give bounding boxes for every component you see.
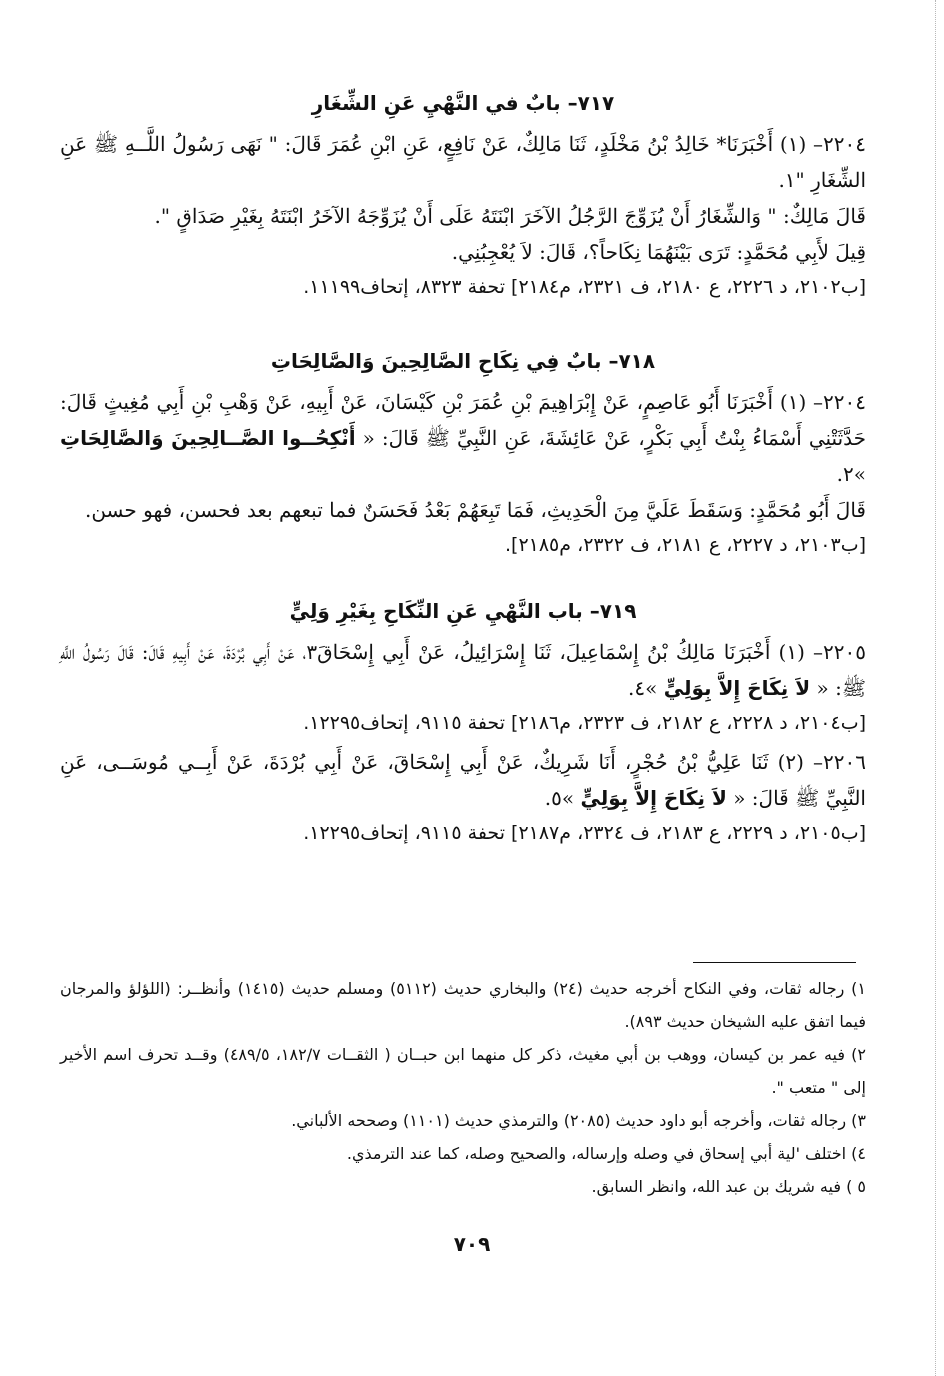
section-title: ٧١٧– بابٌ في النَّهْيِ عَنِ الشِّغَارِ — [311, 91, 615, 115]
hadith-text: ٢٢٠٤– (١) أَخْبَرَنَا أَبُو عَاصِمٍ، عَنْ إِبْرَاهِيمَ بْنِ عُمَرَ بْنِ كَيْسَانَ، عَنْ أَبِيهِ، عَنْ وَهْبِ بْنِ أَبِي مُغِيثٍ قَالَ: حَدَّثَتْنِي أَسْمَاءُ بِنْتُ أَبِي بَكْرٍ، عَنْ عَائِشَةَ، عَنِ النَّبِيِّ ﷺ قَالَ: « — [60, 390, 867, 450]
source-references: [ب٢١٠٥، د ٢٢٢٩، ع ٢١٨٣، ف ٢٣٢٤، م٢١٨٧] تحفة ٩١١٥، إتحاف١٢٢٩٥. — [303, 822, 866, 844]
hadith-tail: »٥. — [544, 786, 575, 810]
source-references: [ب٢١٠٤، د ٢٢٢٨، ع ٢١٨٢، ف ٢٣٢٣، م٢١٨٦] تحفة ٩١١٥، إتحاف١٢٢٩٥. — [303, 712, 866, 734]
footnote-item: ٣) رجاله ثقات، وأخرجه أبو داود حديث (٢٠٨٥) والترمذي حديث (١١٠١) وصححه الألباني. — [291, 1111, 866, 1130]
footnote-item: ٥ ) فيه شريك بن عبد الله، وانظر السابق. — [591, 1177, 866, 1196]
hadith-matn-bold: أَنْكِحُــوا الصَّــالِحِينَ وَالصَّالِحَاتِ — [60, 426, 356, 450]
section-717 — [60, 88, 866, 304]
hadith-text: ٢٢٠٥– (١) أَخْبَرَنَا مَالِكُ بْنُ إِسْمَاعِيلَ، ثَنَا إِسْرَائِيلُ، عَنْ أَبِي إِسْحَاقَ٣، عَنْ أَبِي بُرْدَةَ، عَنْ أَبِيهِ قَالَ: قَالَ رَسُولُ اللَّهِ ﷺ: « — [60, 640, 866, 700]
footnote-item: ٢) فيه عمر بن كيسان، ووهب بن أبي مغيث، ذكر كل منهما ابن حبــان ( الثقــات ١٨٢/٧، ٤٨٩/٥) وقــد تحرف اسم الأخير إلى " متعب ". — [60, 1045, 867, 1097]
section-719 — [60, 596, 866, 850]
commentary-paragraph: قِيلَ لأَبِي مُحَمَّدٍ: تَرَى بَيْنَهُمَا نِكَاحاً؟، قَالَ: لاَ يُعْجِبُنِي. — [451, 240, 866, 264]
hadith-paragraph — [60, 744, 866, 816]
footnote-item: ٤) اختلف 'لية أبي إسحاق في وصله وإرساله، والصحيح وصله، كما عند الترمذي. — [346, 1144, 866, 1163]
hadith-matn-bold: لاَ نِكَاحَ إِلاَّ بِوَلِيٍّ — [663, 676, 811, 700]
book-page-body — [60, 88, 866, 854]
scan-edge-line — [935, 0, 936, 1376]
hadith-text: ٢٢٠٦– (٢) ثَنَا عَلِيُّ بْنُ حُجْرٍ، أَنَا شَرِيكٌ، عَنْ أَبِي إِسْحَاقَ، عَنْ أَبِي بُرْدَةَ، عَنْ أَبِــي مُوسَــى، عَنِ النَّبِيِّ ﷺ قَالَ: « — [60, 750, 866, 810]
page-number: ٧٠٩ — [453, 1232, 491, 1256]
hadith-paragraph — [60, 634, 866, 706]
hadith-paragraph: ٢٢٠٤– (١) أَخْبَرَنَا* خَالِدُ بْنُ مَخْلَدٍ، ثَنَا مَالِكٌ، عَنْ نَافِعٍ، عَنِ ابْنِ عُمَرَ قَالَ: " نَهَى رَسُولُ اللَّــهِ ﷺ عَنِ الشِّغَارِ "١. — [60, 132, 866, 192]
hadith-matn-bold: لاَ نِكَاحَ إِلاَّ بِوَلِيٍّ — [580, 786, 727, 810]
footnote-separator — [693, 962, 856, 963]
footnotes — [60, 972, 866, 1203]
footnote-item: ١) رجاله ثقات، وفي النكاح أخرجه حديث (٢٤) والبخاري حديث (٥١١٢) ومسلم حديث (١٤١٥) وأنظــر: (اللؤلؤ والمرجان فيما اتفق عليه الشيخان حديث ٨٩٣). — [60, 979, 867, 1031]
commentary-paragraph: قَالَ مَالِكٌ: " وَالشِّغَارُ أَنْ يُزَوِّجَ الرَّجُلُ الآخَرَ ابْنَتَهُ عَلَى أَنْ يُزَوِّجَهُ الآخَرُ ابْنَتَهُ بِغَيْرِ صَدَاقٍ ". — [154, 204, 866, 228]
commentary-paragraph: قَالَ أَبُو مُحَمَّدٍ: وَسَقَطَ عَلَيَّ مِنَ الْحَدِيثِ، فَمَا تَبِعَهُمْ بَعْدُ فَحَسَنٌ فما تبعهم بعد فحسن، فهو حسن. — [84, 498, 866, 522]
hadith-tail: »٢. — [836, 462, 866, 486]
source-references: [ب٢١٠٢، د ٢٢٢٦، ع ٢١٨٠، ف ٢٣٢١، م٢١٨٤] تحفة ٨٣٢٣، إتحاف١١١٩٩. — [303, 276, 866, 298]
section-718 — [60, 346, 866, 562]
section-title: ٧١٩– باب النَّهْيِ عَنِ النِّكَاحِ بِغَيْرِ وَلِيٍّ — [289, 599, 637, 623]
source-references: [ب٢١٠٣، د ٢٢٢٧، ع ٢١٨١، ف ٢٣٢٢، م٢١٨٥]. — [504, 534, 866, 556]
hadith-tail: »٤. — [628, 676, 658, 700]
section-title: ٧١٨– بابٌ فِي نِكَاحِ الصَّالِحِينَ وَالصَّالِحَاتِ — [270, 349, 656, 373]
hadith-paragraph — [60, 384, 866, 492]
